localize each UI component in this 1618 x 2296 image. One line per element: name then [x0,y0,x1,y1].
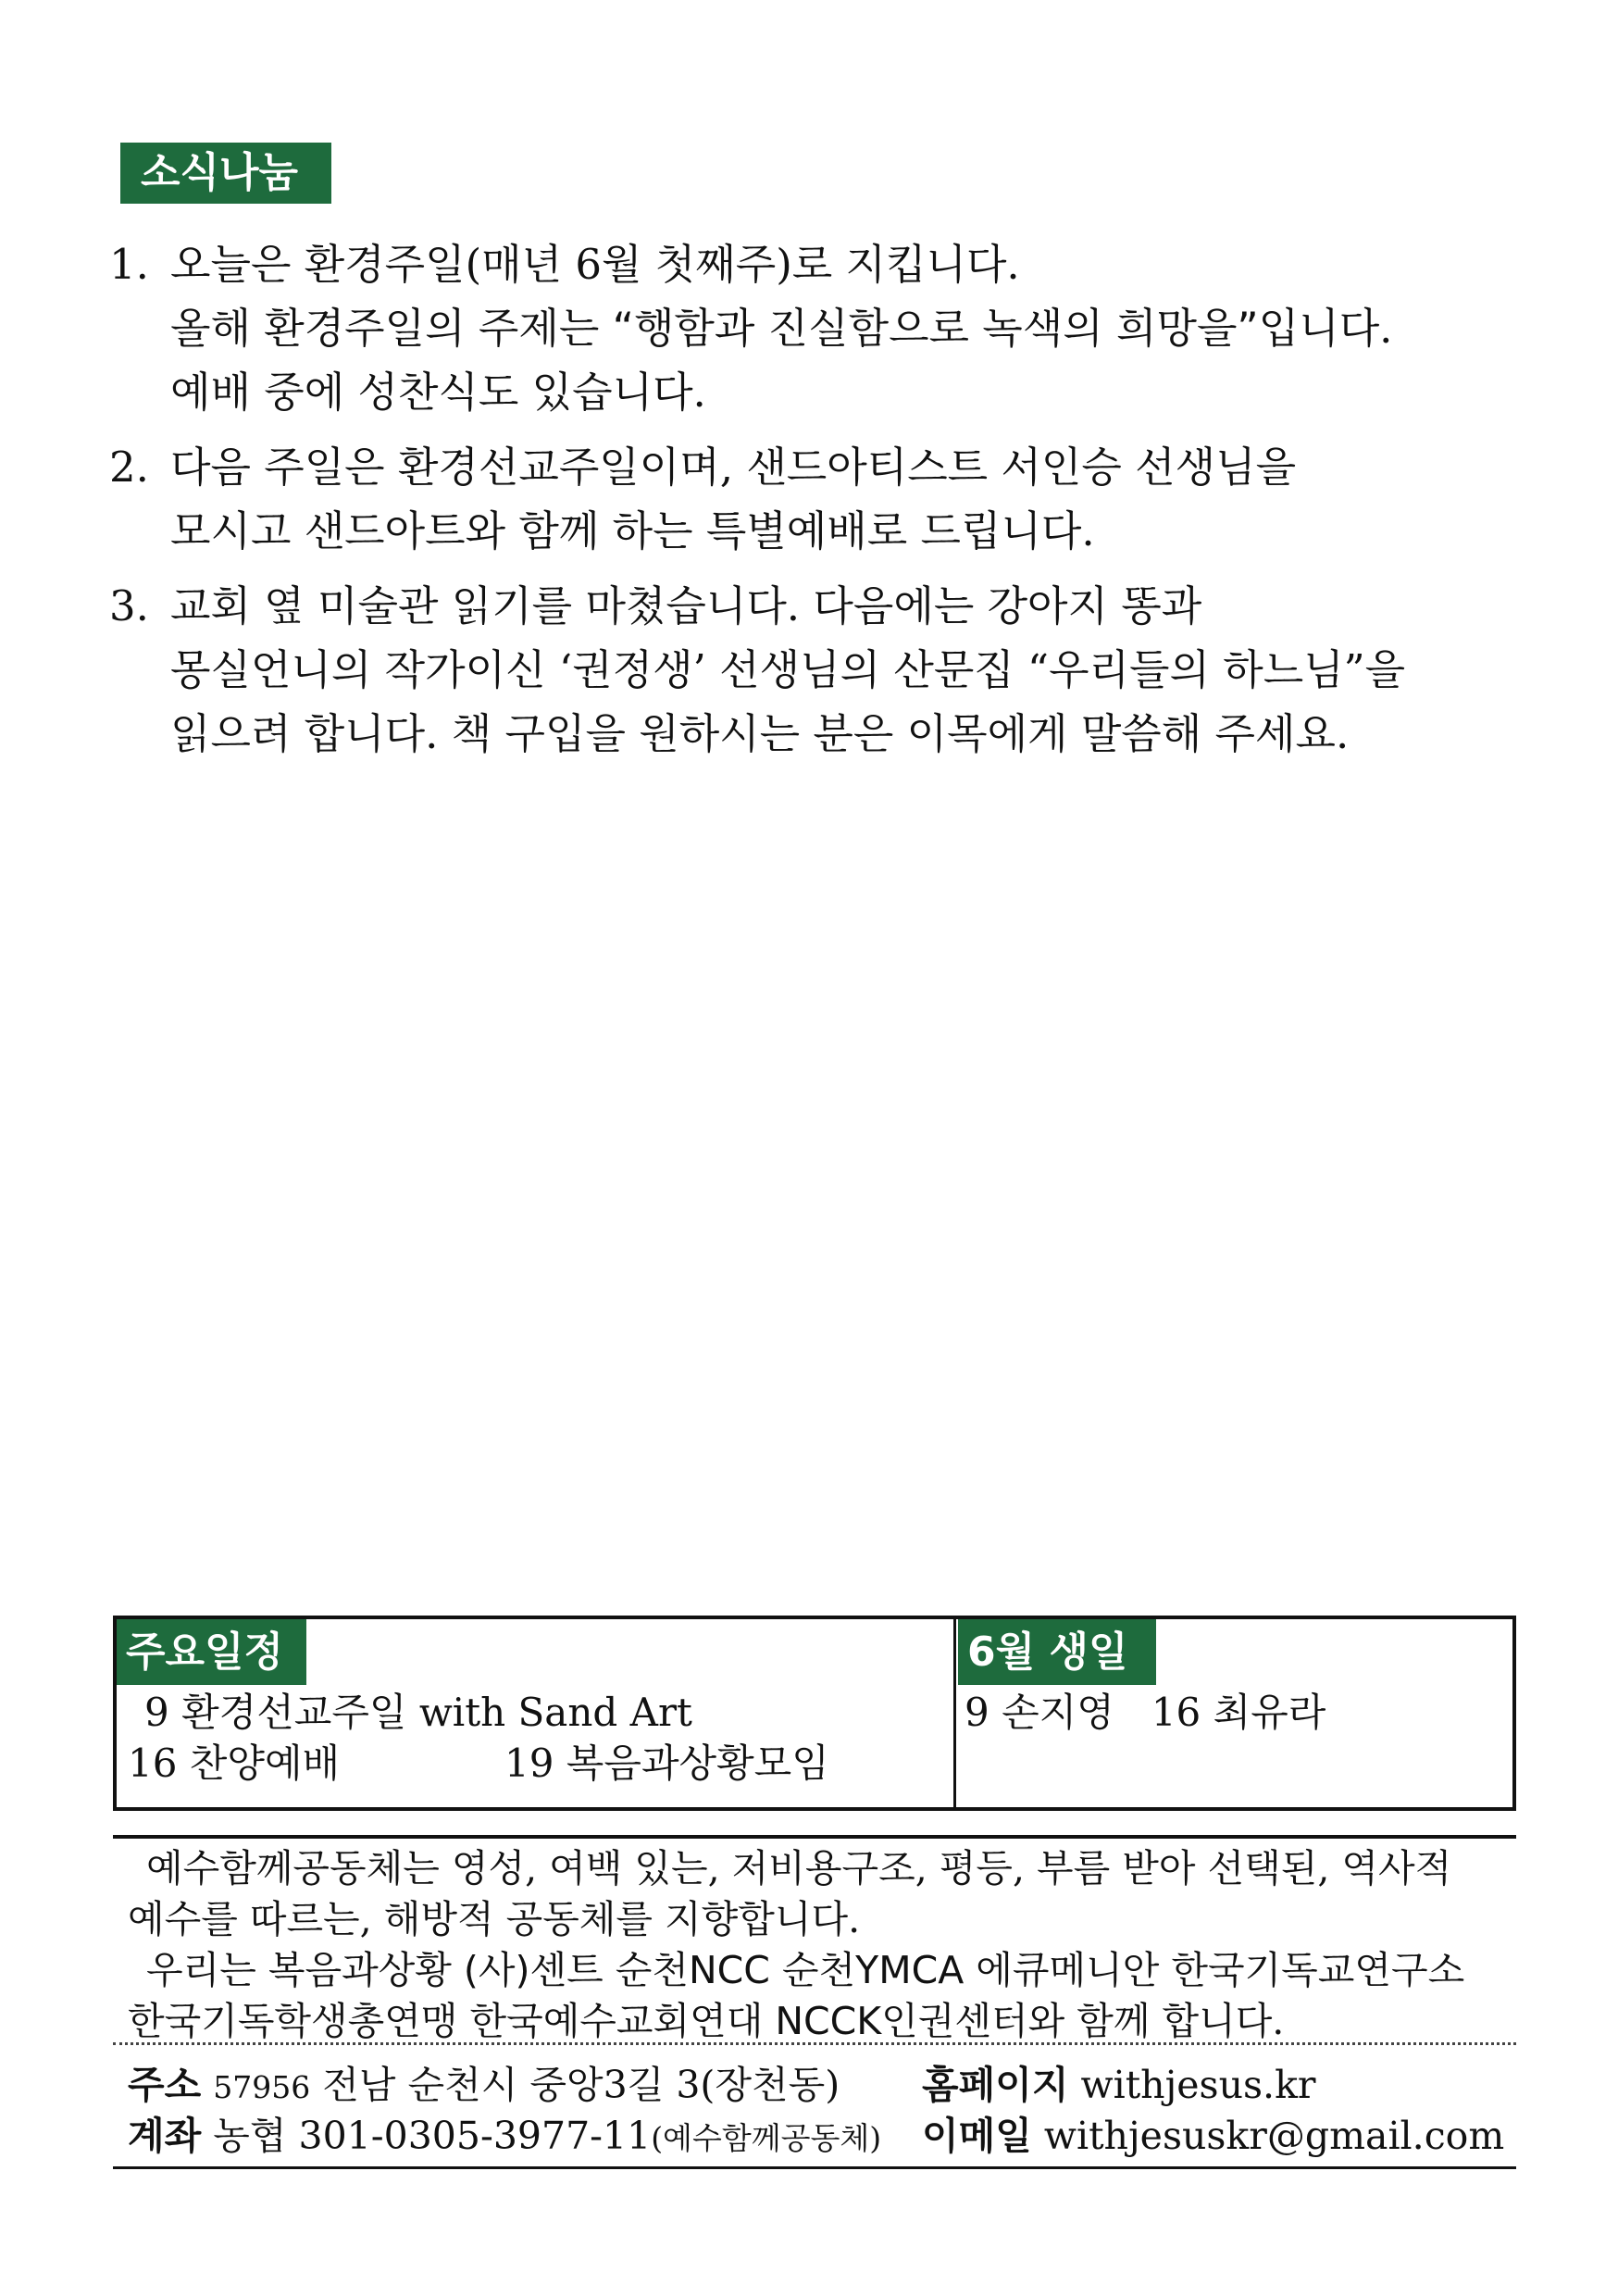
news-item-3 [109,574,1406,766]
news-item-2 [109,435,1297,563]
footer-bottom-rule [113,2166,1516,2169]
news-line: 모시고 샌드아트와 함께 하는 특별예배로 드립니다. [170,506,1095,555]
email-address[interactable]: withjesuskr@gmail.com [1043,2114,1505,2158]
homepage-line [922,2060,1316,2111]
schedule-tag: 주요일정 [117,1619,306,1685]
account-holder: (예수함께공동체) [651,2120,882,2156]
news-line: 예배 중에 성찬식도 있습니다. [170,368,706,417]
birthday-tag: 6월 생일 [958,1619,1156,1685]
homepage-label: 홈페이지 [922,2063,1069,2107]
news-item-number: 2. [109,443,149,492]
theme-quote: “행함과 진실함으로 녹색의 희망을” [612,304,1259,353]
email-line [922,2111,1504,2162]
news-line: 교회 옆 미술관 읽기를 마쳤습니다. 다음에는 강아지 똥과 [170,581,1202,630]
partners-line-1: 우리는 복음과상황 (사)센트 순천NCC 순천YMCA 에큐메니안 한국기독교연구소 [146,1948,1465,1992]
schedule-line-2a: 16 찬양예배 [128,1741,341,1786]
account-line [128,2111,881,2164]
news-item-number: 1. [109,240,149,289]
email-label: 이메일 [922,2114,1032,2158]
mission-line-1: 예수함께공동체는 영성, 여백 있는, 저비용구조, 평등, 부름 받아 선택된, 역사적 [146,1846,1452,1890]
box-divider [953,1616,956,1811]
schedule-line-1: 9 환경선교주일 with Sand Art [144,1690,692,1735]
birthday-line: 9 손지영 16 최유라 [965,1690,1326,1735]
news-line: 읽으려 합니다. 책 구입을 원하시는 분은 이목에게 말씀해 주세요. [170,709,1350,758]
address-line [128,2060,840,2113]
news-item-number: 3. [109,581,149,630]
mission-line-2: 예수를 따르는, 해방적 공동체를 지향합니다. [128,1897,861,1941]
account-label: 계좌 [128,2114,202,2158]
address: 전남 순천시 중앙3길 3(장천동) [322,2063,840,2107]
news-item-1 [109,232,1393,424]
footer-dotted-rule [113,2042,1516,2045]
news-line: 올해 환경주일의 주제는 “행함과 진실함으로 녹색의 희망을”입니다. [170,304,1393,353]
news-line: 오늘은 환경주일(매년 6월 첫째주)로 지킵니다. [170,240,1020,289]
news-section-tag: 소식나눔 [120,143,331,204]
address-label: 주소 [128,2063,202,2107]
footer-top-rule [113,1835,1516,1839]
account-number: 농협 301-0305-3977-11 [213,2114,652,2158]
news-line: 다음 주일은 환경선교주일이며, 샌드아티스트 서인승 선생님을 [170,443,1297,492]
zip-code: 57956 [213,2069,311,2105]
schedule-line-2b: 19 복음과상황모임 [504,1741,829,1786]
homepage-url[interactable]: withjesus.kr [1080,2063,1316,2107]
news-line: 몽실언니의 작가이신 ‘권정생’ 선생님의 산문집 “우리들의 하느님”을 [170,645,1406,694]
partners-line-2: 한국기독학생총연맹 한국예수교회연대 NCCK인권센터와 함께 합니다. [128,1999,1285,2043]
